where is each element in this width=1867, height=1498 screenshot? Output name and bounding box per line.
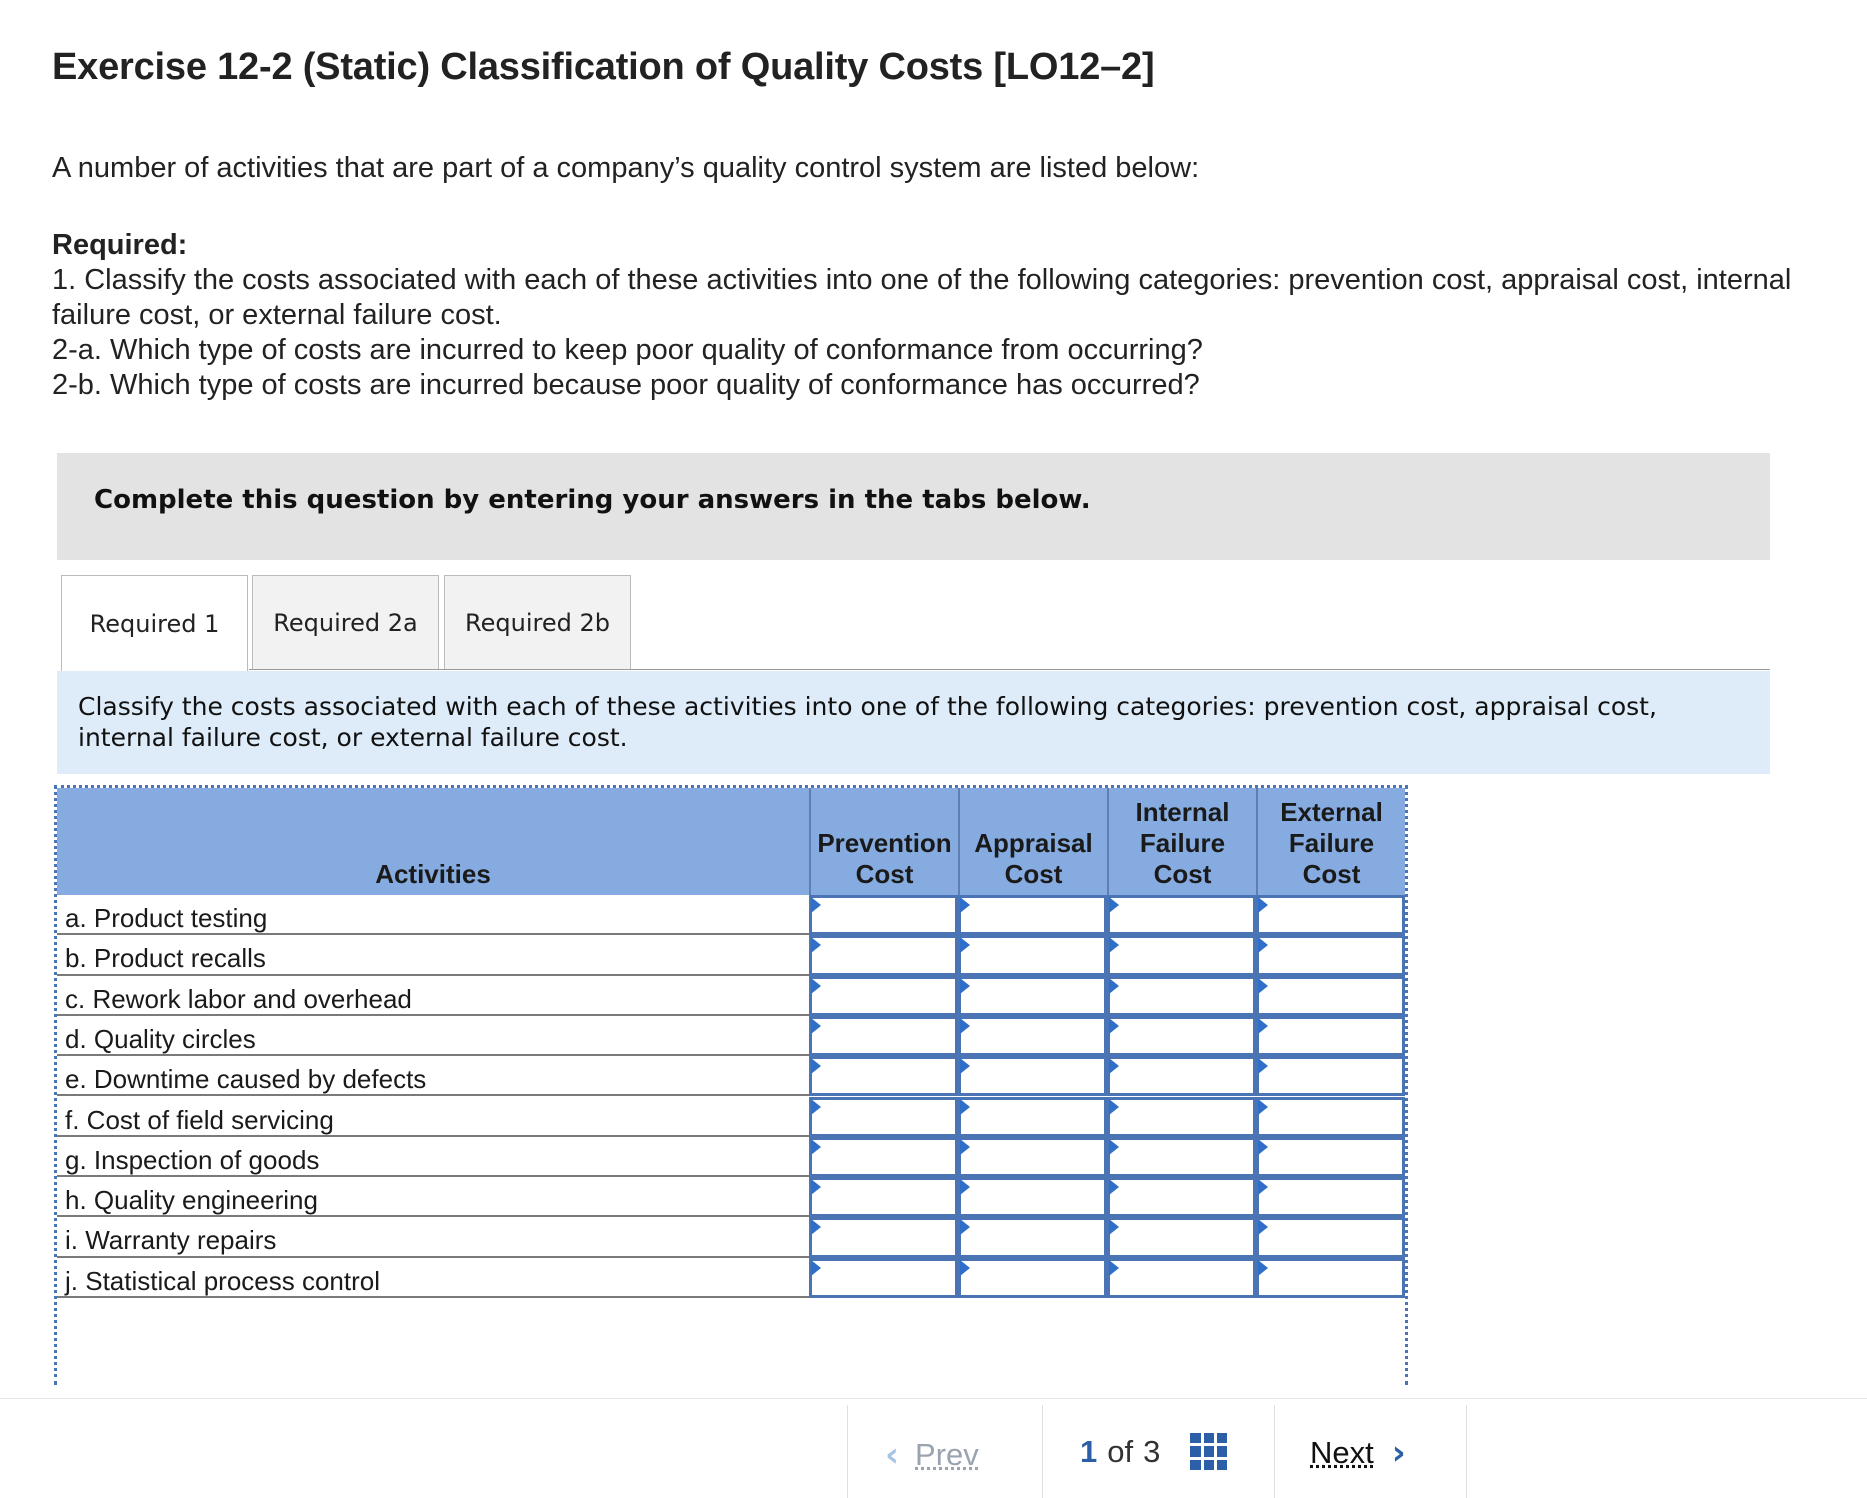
prevention-cost-input[interactable] — [809, 1016, 958, 1056]
header-activities: Activities — [375, 859, 491, 889]
internal-failure-cost-input[interactable] — [1107, 1056, 1256, 1096]
internal-failure-cost-input[interactable] — [1107, 1217, 1256, 1257]
external-failure-cost-input[interactable] — [1256, 1177, 1405, 1217]
total-pages: 3 — [1143, 1433, 1161, 1469]
question-text: Classify the costs associated with each of these activities into one of the following categories: prevention cost, appraisal cost, internal failure cost, or external failure cost. — [78, 692, 1657, 752]
intro-text: A number of activities that are part of a company’s quality control system are listed below: — [52, 152, 1200, 184]
pager-separator — [847, 1405, 848, 1498]
tab-required-1[interactable]: Required 1 — [61, 575, 248, 671]
prevention-cost-input[interactable] — [809, 1177, 958, 1217]
prevention-cost-input[interactable] — [809, 1217, 958, 1257]
header-external-failure-cost: External Failure Cost — [1256, 788, 1405, 895]
prevention-cost-input[interactable] — [809, 1056, 958, 1096]
prevention-cost-input[interactable] — [809, 1137, 958, 1177]
pager-separator — [1042, 1405, 1043, 1498]
internal-failure-cost-input[interactable] — [1107, 1097, 1256, 1137]
next-button[interactable] — [1310, 1433, 1406, 1473]
prevention-cost-input[interactable] — [809, 976, 958, 1016]
internal-failure-cost-input[interactable] — [1107, 976, 1256, 1016]
table-header — [57, 788, 1405, 895]
of-label: of — [1107, 1433, 1134, 1469]
table-row — [57, 1097, 1405, 1137]
table-row — [57, 1056, 1405, 1096]
appraisal-cost-input[interactable] — [958, 1137, 1107, 1177]
requirements-block — [52, 228, 1842, 403]
appraisal-cost-input[interactable] — [958, 1258, 1107, 1298]
instruction-banner — [57, 453, 1770, 560]
activity-label: g. Inspection of goods — [65, 1144, 320, 1175]
grid-icon[interactable] — [1190, 1433, 1227, 1470]
pager-separator — [1274, 1405, 1275, 1498]
external-failure-cost-input[interactable] — [1256, 1137, 1405, 1177]
table-row — [57, 935, 1405, 975]
table-row — [57, 895, 1405, 935]
internal-failure-cost-input[interactable] — [1107, 1258, 1256, 1298]
appraisal-cost-input[interactable] — [958, 895, 1107, 935]
activity-label: a. Product testing — [65, 903, 268, 933]
chevron-left-icon: ‹ — [885, 1435, 900, 1475]
header-appraisal-cost: Appraisal Cost — [958, 788, 1107, 895]
table-row — [57, 1217, 1405, 1257]
header-prevention-cost: Prevention Cost — [809, 788, 958, 895]
requirement-2b: 2-b. Which type of costs are incurred because poor quality of conformance has occurred? — [52, 369, 1200, 401]
internal-failure-cost-input[interactable] — [1107, 1016, 1256, 1056]
appraisal-cost-input[interactable] — [958, 1016, 1107, 1056]
activity-label: i. Warranty repairs — [65, 1225, 277, 1256]
appraisal-cost-input[interactable] — [958, 1177, 1107, 1217]
prevention-cost-input[interactable] — [809, 1258, 958, 1298]
tab-required-2b[interactable]: Required 2b — [444, 575, 631, 670]
instruction-text: Complete this question by entering your answers in the tabs below. — [94, 485, 1091, 515]
appraisal-cost-input[interactable] — [958, 976, 1107, 1016]
prev-button[interactable] — [885, 1435, 979, 1475]
external-failure-cost-input[interactable] — [1256, 976, 1405, 1016]
table-row — [57, 976, 1405, 1016]
external-failure-cost-input[interactable] — [1256, 1217, 1405, 1257]
activity-label: d. Quality circles — [65, 1023, 256, 1054]
tab-required-2a[interactable]: Required 2a — [252, 575, 439, 670]
appraisal-cost-input[interactable] — [958, 1217, 1107, 1257]
question-prompt-box — [57, 671, 1770, 774]
pager-separator — [1466, 1405, 1467, 1498]
tab-divider — [249, 669, 1770, 670]
activity-label: c. Rework labor and overhead — [65, 983, 412, 1014]
pagination-bar — [847, 1405, 1467, 1498]
external-failure-cost-input[interactable] — [1256, 1056, 1405, 1096]
internal-failure-cost-input[interactable] — [1107, 935, 1256, 975]
prev-label: Prev — [915, 1437, 979, 1472]
activity-label: j. Statistical process control — [65, 1265, 381, 1296]
requirement-1: 1. Classify the costs associated with each of these activities into one of the following categories: prevention cost, appraisal cost, internal failure cost, or external failure cost. — [52, 264, 1792, 331]
table-row — [57, 1016, 1405, 1056]
page-indicator — [1080, 1433, 1227, 1470]
table-row — [57, 1177, 1405, 1217]
prevention-cost-input[interactable] — [809, 935, 958, 975]
current-page: 1 — [1080, 1433, 1098, 1469]
prevention-cost-input[interactable] — [809, 895, 958, 935]
internal-failure-cost-input[interactable] — [1107, 1137, 1256, 1177]
table-row — [57, 1137, 1405, 1177]
external-failure-cost-input[interactable] — [1256, 895, 1405, 935]
external-failure-cost-input[interactable] — [1256, 1097, 1405, 1137]
external-failure-cost-input[interactable] — [1256, 935, 1405, 975]
appraisal-cost-input[interactable] — [958, 1097, 1107, 1137]
required-heading: Required: — [52, 229, 188, 261]
internal-failure-cost-input[interactable] — [1107, 1177, 1256, 1217]
activity-label: b. Product recalls — [65, 943, 266, 974]
classification-table — [54, 785, 1408, 1385]
table-row — [57, 1258, 1405, 1298]
activity-label: e. Downtime caused by defects — [65, 1064, 427, 1095]
chevron-right-icon: › — [1391, 1433, 1406, 1473]
header-internal-failure-cost: Internal Failure Cost — [1107, 788, 1256, 895]
activity-label: h. Quality engineering — [65, 1185, 318, 1216]
exercise-title: Exercise 12-2 (Static) Classification of Quality Costs [LO12–2] — [52, 46, 1155, 88]
requirement-2a: 2-a. Which type of costs are incurred to keep poor quality of conformance from occurring? — [52, 334, 1203, 366]
next-label: Next — [1310, 1435, 1374, 1470]
external-failure-cost-input[interactable] — [1256, 1016, 1405, 1056]
internal-failure-cost-input[interactable] — [1107, 895, 1256, 935]
activity-label: f. Cost of field servicing — [65, 1104, 334, 1135]
prevention-cost-input[interactable] — [809, 1097, 958, 1137]
footer-divider — [0, 1398, 1867, 1399]
external-failure-cost-input[interactable] — [1256, 1258, 1405, 1298]
appraisal-cost-input[interactable] — [958, 935, 1107, 975]
appraisal-cost-input[interactable] — [958, 1056, 1107, 1096]
